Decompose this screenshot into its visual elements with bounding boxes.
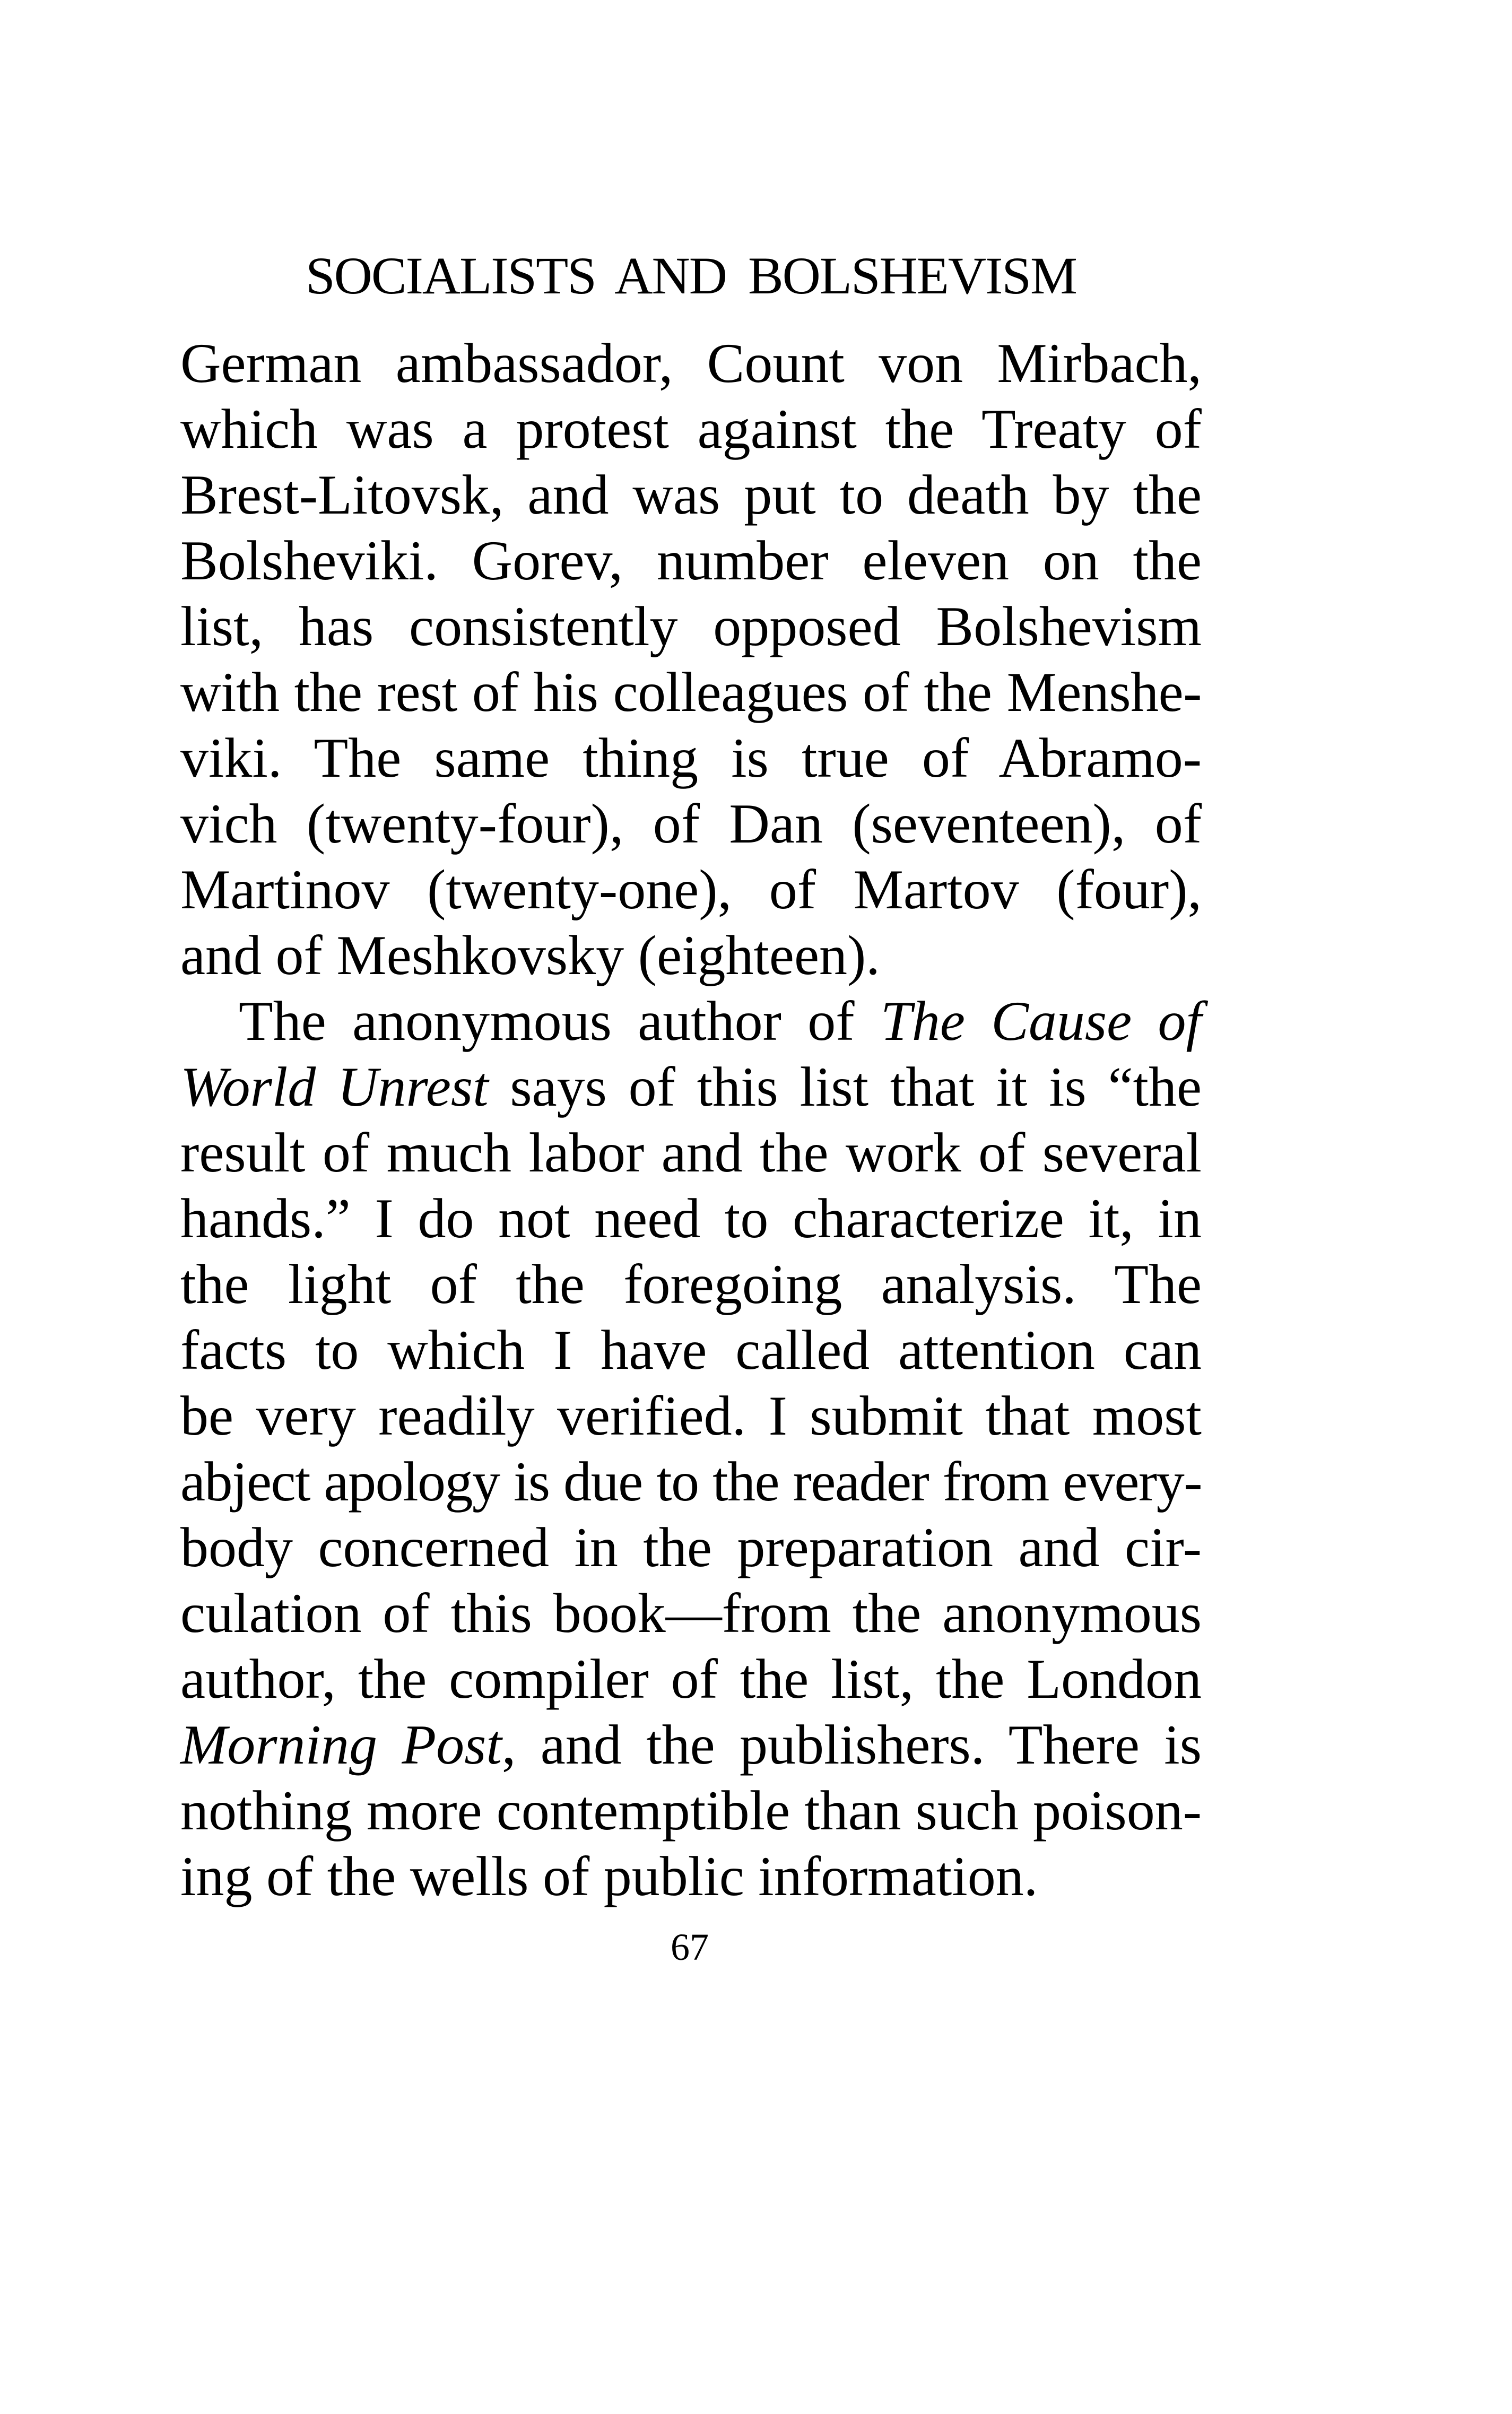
text-line: list, has consistently opposed Bolshevism [180,595,1202,657]
newspaper-title: Morning Post [180,1714,502,1776]
page-number: 67 [671,1926,709,1968]
running-head: SOCIALISTS AND BOLSHEVISM [306,246,1076,305]
text-line: ing of the wells of public information. [180,1845,1038,1907]
text-line: Martinov (twenty-one), of Martov (four), [180,858,1202,921]
book-title: The Cause of [880,990,1202,1052]
text-run: The anonymous author of [239,990,881,1052]
text-line: German ambassador, Count von Mirbach, [180,332,1202,394]
text-line: the light of the foregoing analysis. The [180,1253,1202,1315]
text-line: facts to which I have called attention can [180,1319,1202,1381]
text-line [180,988,1202,1054]
text-line: result of much labor and the work of several [180,1122,1202,1184]
text-line: vich (twenty-four), of Dan (seventeen), of [180,793,1202,855]
text-line [180,1712,1202,1778]
text-line: nothing more contemptible than such poison- [180,1779,1202,1842]
text-line: be very readily verified. I submit that most [180,1385,1202,1447]
text-line [180,1054,1202,1120]
paragraph [180,331,1202,988]
text-line: abject apology is due to the reader from every- [180,1451,1202,1513]
text-line: author, the compiler of the list, the London [180,1648,1202,1710]
book-title: World Unrest [180,1056,489,1118]
text-line: Bolsheviki. Gorev, number eleven on the [180,529,1202,592]
text-line: culation of this book—from the anonymous [180,1582,1202,1644]
text-run: , and the publishers. There is [501,1714,1202,1776]
text-line: hands.” I do not need to characterize it, in [180,1187,1202,1249]
text-line: with the rest of his colleagues of the Menshe- [180,661,1202,723]
paragraph [180,988,1202,1909]
text-run: says of this list that it is “the [488,1056,1202,1118]
text-line: and of Meshkovsky (eighteen). [180,924,880,986]
text-line: Brest-Litovsk, and was put to death by the [180,464,1202,526]
body-text [180,331,1202,1909]
text-line: body concerned in the preparation and cir- [180,1516,1202,1578]
text-line: which was a protest against the Treaty of [180,398,1202,460]
text-line: viki. The same thing is true of Abramo- [180,727,1202,789]
